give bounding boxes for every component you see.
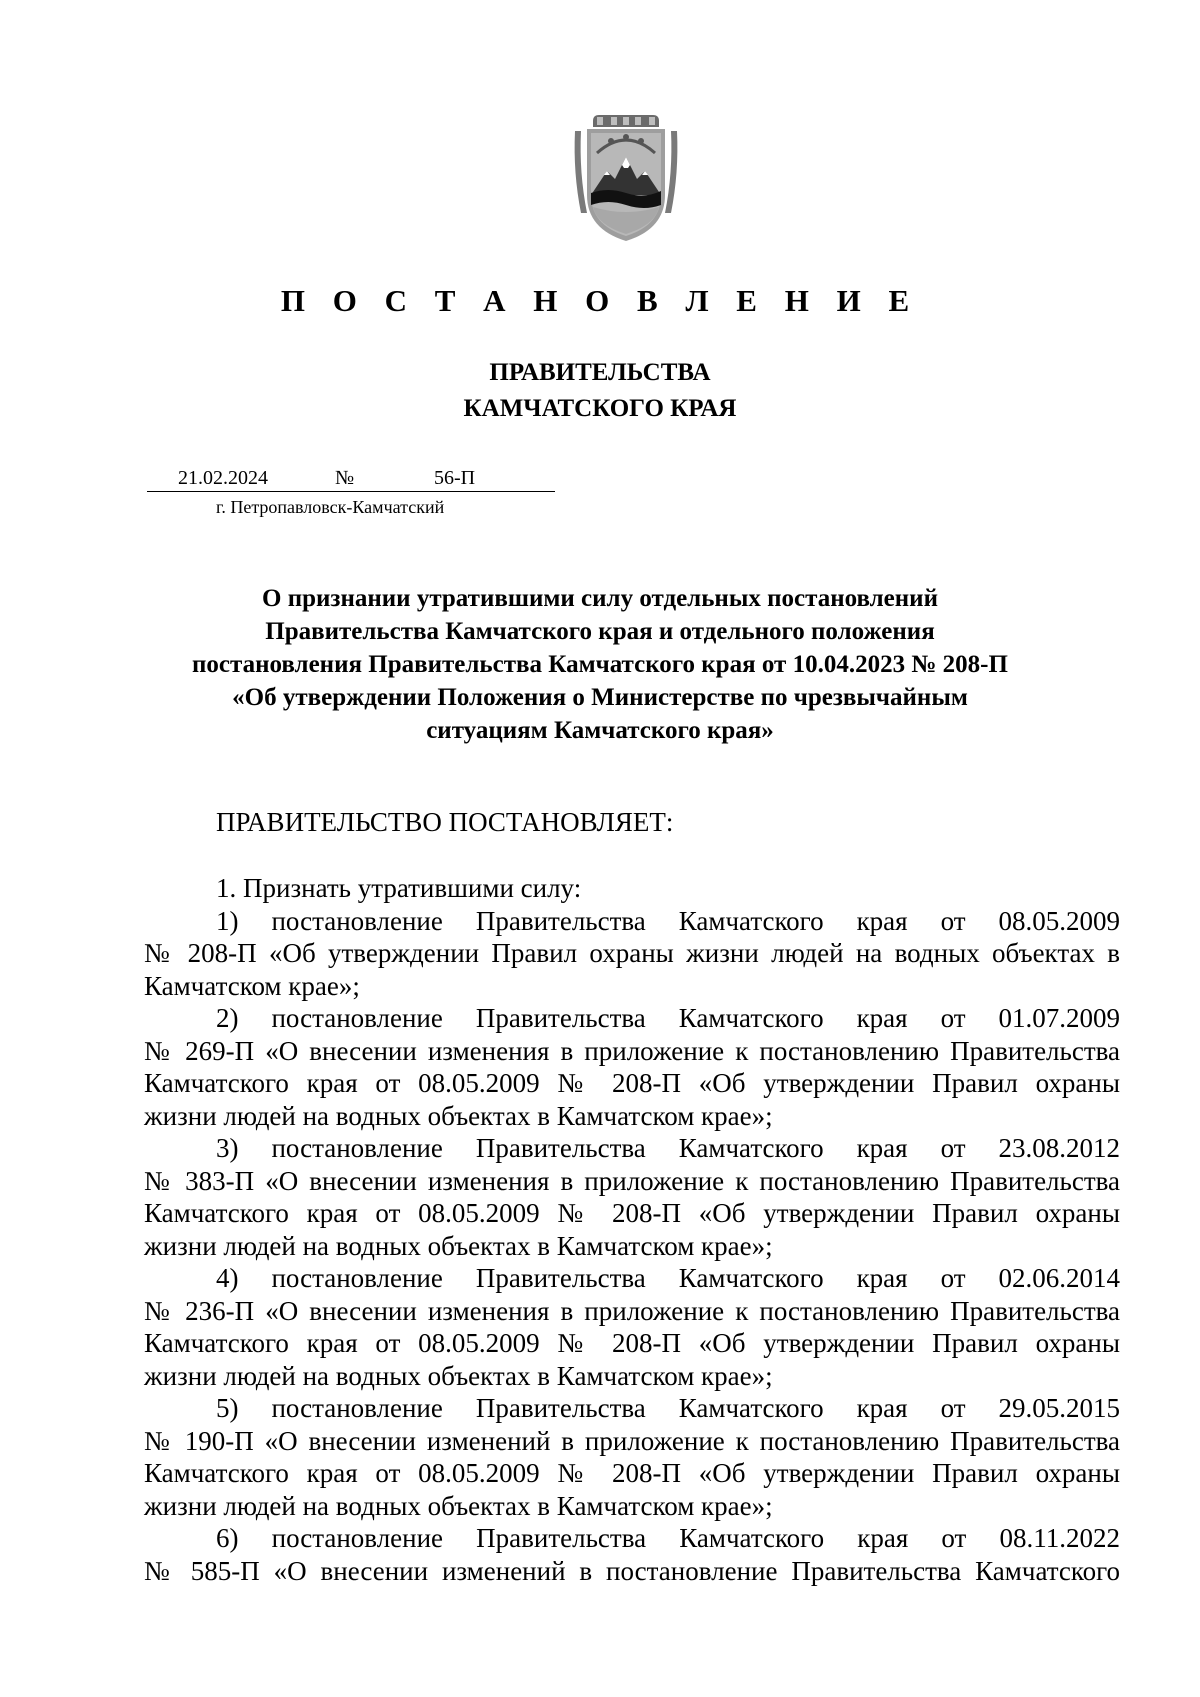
body-line: жизни людей на водных объектах в Камчатском крае»; <box>144 1230 773 1261</box>
body-line: № 269-П «О внесении изменения в приложение к постановлению Правительства <box>144 1035 1120 1066</box>
kamchatka-coat-of-arms-icon <box>573 113 679 245</box>
body-line: № 585-П «О внесении изменений в постановление Правительства Камчатского <box>144 1555 1120 1586</box>
issuer-line-1: ПРАВИТЕЛЬСТВА <box>489 359 711 386</box>
document-body <box>144 872 1120 1587</box>
issuer-line-2: КАМЧАТСКОГО КРАЯ <box>463 395 737 422</box>
body-line: жизни людей на водных объектах в Камчатском крае»; <box>144 1360 773 1391</box>
document-type-title: П О С Т А Н О В Л Е Н И Е <box>280 283 920 318</box>
subject-line: О признании утратившими силу отдельных постановлений <box>262 585 938 612</box>
subject-line: постановления Правительства Камчатского края от 10.04.2023 № 208-П <box>192 651 1008 678</box>
body-line: 2) постановление Правительства Камчатского края от 01.07.2009 <box>216 1003 1120 1033</box>
body-line: 6) постановление Правительства Камчатского края от 08.11.2022 <box>216 1523 1120 1553</box>
body-line: № 208-П «Об утверждении Правил охраны жизни людей на водных объектах в <box>144 938 1120 968</box>
body-line: № 190-П «О внесении изменений в приложение к постановлению Правительства <box>144 1425 1120 1456</box>
body-line: жизни людей на водных объектах в Камчатском крае»; <box>144 1490 773 1521</box>
body-line: Камчатского края от 08.05.2009 № 208-П «Об утверждении Правил охраны <box>144 1068 1120 1098</box>
body-line: Камчатском крае»; <box>144 970 360 1001</box>
subject-line: Правительства Камчатского края и отдельного положения <box>265 618 935 645</box>
body-line: № 236-П «О внесении изменения в приложение к постановлению Правительства <box>144 1295 1120 1326</box>
document-subject <box>120 582 1080 747</box>
decree-statement: ПРАВИТЕЛЬСТВО ПОСТАНОВЛЯЕТ: <box>216 807 674 837</box>
date-number-underline <box>147 491 555 492</box>
body-line: 4) постановление Правительства Камчатского края от 02.06.2014 <box>216 1263 1120 1293</box>
body-line: Камчатского края от 08.05.2009 № 208-П «Об утверждении Правил охраны <box>144 1458 1120 1488</box>
body-line: Камчатского края от 08.05.2009 № 208-П «Об утверждении Правил охраны <box>144 1198 1120 1228</box>
document-date: 21.02.2024 <box>178 467 268 489</box>
number-sign: № <box>335 467 355 489</box>
body-line: 5) постановление Правительства Камчатского края от 29.05.2015 <box>216 1393 1120 1423</box>
body-line: 1) постановление Правительства Камчатского края от 08.05.2009 <box>216 905 1120 936</box>
body-line: жизни людей на водных объектах в Камчатском крае»; <box>144 1100 773 1131</box>
subject-line: ситуациям Камчатского края» <box>426 717 774 744</box>
body-line: 3) постановление Правительства Камчатского края от 23.08.2012 <box>216 1133 1120 1163</box>
body-line: № 383-П «О внесении изменения в приложение к постановлению Правительства <box>144 1165 1120 1196</box>
body-line: Камчатского края от 08.05.2009 № 208-П «Об утверждении Правил охраны <box>144 1328 1120 1358</box>
body-line: 1. Признать утратившими силу: <box>216 873 582 903</box>
document-number: 56-П <box>434 467 476 489</box>
city-of-issue: г. Петропавловск-Камчатский <box>216 497 445 517</box>
subject-line: «Об утверждении Положения о Министерстве по чрезвычайным <box>232 684 968 711</box>
